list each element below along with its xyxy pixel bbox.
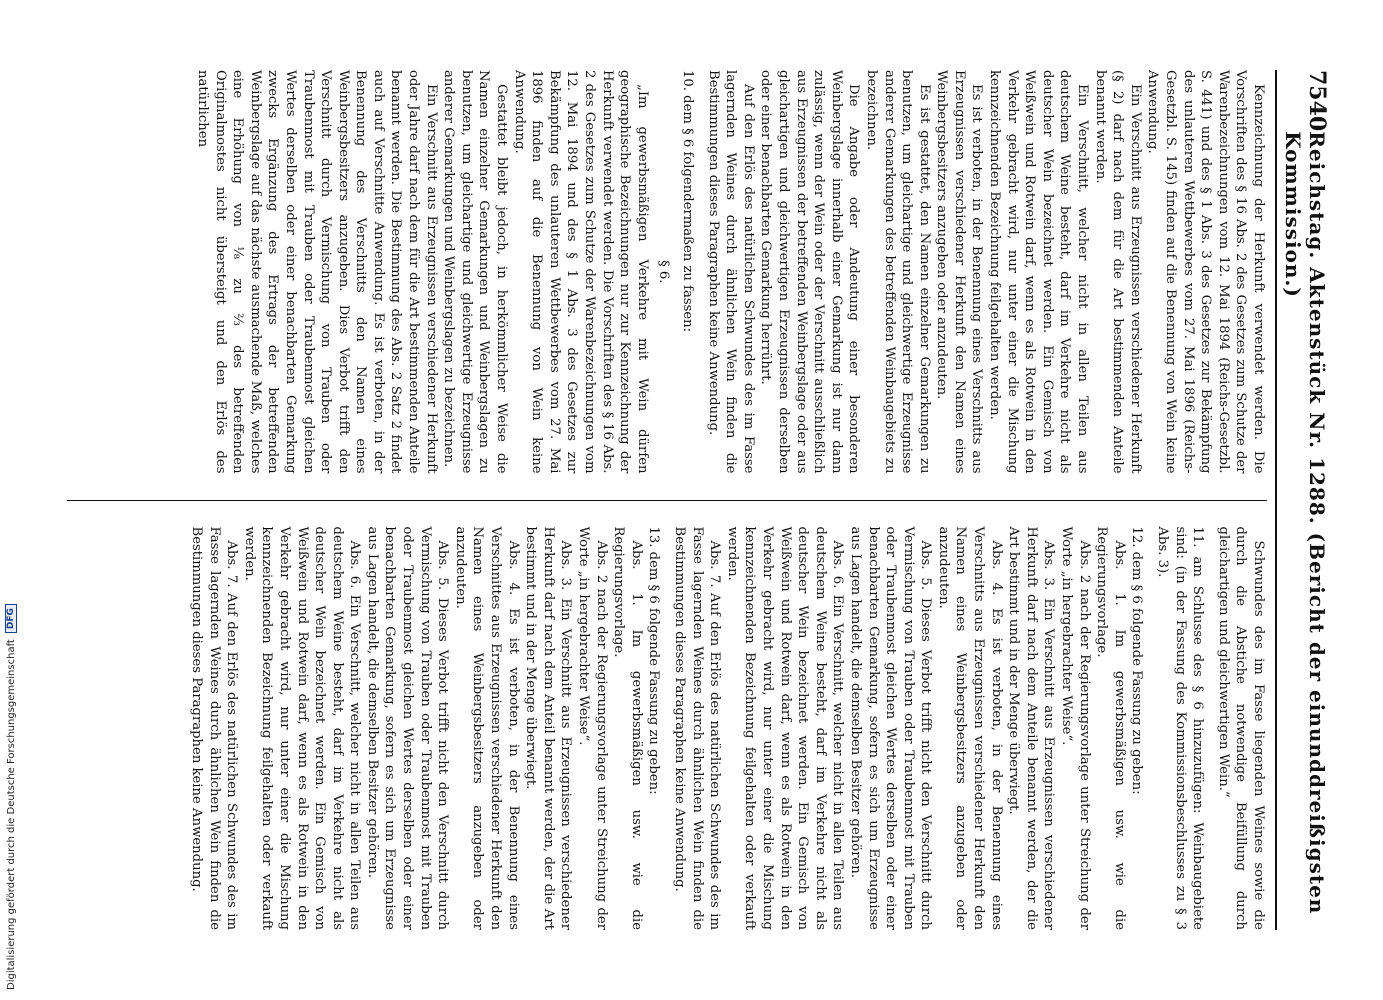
paragraph: Ein Verschnitt aus Erzeugnissen verschiedener Herkunft oder Jahre darf nach dem für die Art bestimmenden Anteile benannt werden. Die Bestimmung des Abs. 2 Satz 2 findet auch auf Verschnitte Anwendung. Es ist verboten, in der Benennung des Verschnitts den Namen eines Weinbergsbesitzers anzugeben. Dies Verbot trifft den Verschnitt durch Vermischung von Trauben oder Traubenmost mit Trauben oder Traubenmost gleichen Wertes derselben oder einer benachbarten Gemarkung zwecks Ergänzung des Ertrags der betreffenden Weinbergslage auf das nächste ausmachende Maß, welches eine Erhöhung von ⅛ zu ⅔ des betreffenden Originalmostes nicht übersteigt und den Erlös des natürlichen — [194, 70, 439, 474]
paragraph: Abs. 2 nach der Regierungsvorlage unter Streichung der Worte „in hergebrachter Weise“. — [576, 526, 609, 930]
paragraph: Abs. 6. Ein Verschnitt, welcher nicht in allen Teilen aus deutschem Weine besteht, darf im Verkehre nicht als deutscher Wein bezeichnet werden. Ein Gemisch von Weißwein und Rotwein darf, wenn es als Rotwein in den Verkehr gebracht wird, nur unter einer die Mischung kennzeichnenden Bezeichnung feilgehalten oder verkauft werden. — [241, 526, 363, 930]
item-label: 13. dem § 6 folgende Fassung zu geben: — [646, 526, 662, 795]
page-header — [1275, 70, 1330, 930]
paragraph: Es ist gestattet, den Namen einzelner Gemarkungen zu benutzen, um gleichartige und gleichwertige Erzeugnisse anderer Gemarkungen des betreffenden Weinbaugebiets zu bezeichnen. — [863, 70, 932, 474]
paragraph: Die Angabe oder Andeutung einer besonderen Weinbergslage innerhalb einer Gemarkung ist nur dann zulässig, wenn der Wein oder der Verschnitt ausschließlich aus Erzeugnissen der betreffenden Weinbergslage oder aus gleichartigen und gleichwertigen Erzeugnissen derselben oder einer benachbarten Gemarkung herrührt. — [758, 70, 862, 474]
left-column — [67, 70, 1267, 474]
page-number: 7540 — [1304, 70, 1330, 132]
dfg-logo-icon: DFG — [5, 604, 17, 633]
paragraph: Abs. 3. Ein Verschnitt aus Erzeugnissen verschiedener Herkunft darf nach dem Anteil benannt werden, der die Art bestimmt und in der Menge überwiegt. — [523, 526, 574, 930]
paragraph: Abs. 3. Ein Verschnitt aus Erzeugnissen verschiedener Herkunft darf nach dem Anteile benannt werden, der die Art bestimmt und in der Menge überwiegt. — [1006, 526, 1057, 930]
paragraph: Abs. 7. Auf den Erlös des natürlichen Schwundes des im Fasse lagernden Weines durch ähnlichen Wein finden die Bestimmungen dieses Paragraphen keine Anwendung. — [672, 526, 723, 930]
paragraph: Abs. 4. Es ist verboten, in der Benennung eines Verschnitts aus Erzeugnissen verschiedener Herkunft den Namen eines Weinbergsbesitzers anzugeben oder anzudeuten. — [935, 526, 1004, 930]
credit-text: Digitalisierung gefördert durch die Deutsche Forschungsgemeinschaft — [5, 639, 17, 990]
text-columns — [67, 70, 1267, 930]
paragraph: Abs. 5. Dieses Verbot trifft nicht den Verschnitt durch Vermischung von Trauben oder Traubenmost mit Trauben oder Traubenmost gleichen Wertes derselben oder einer benachbarten Gemarkung, sofern es sich um Erzeugnisse aus Lagen handelt, die demselben Besitzer gehören. — [847, 526, 934, 930]
paragraph: Abs. 4. Es ist verboten, in der Benennung eines Verschnittes aus Erzeugnissen verschiedener Herkunft den Namen eines Weinbergsbesitzers anzugeben oder anzudeuten. — [452, 526, 521, 930]
right-column — [67, 527, 1267, 931]
paragraph: Auf den Erlös des natürlichen Schwundes des im Fasse lagernden Weines durch ähnlichen Wein finden die Bestimmungen dieses Paragraphen keine Anwendung. — [705, 70, 756, 474]
item-label: 12. dem § 6 folgende Fassung zu geben: — [1129, 526, 1145, 795]
paragraph: Kennzeichnung der Herkunft verwendet werden. Die Vorschriften des § 16 Abs. 2 des Gesetzes zum Schutze der Warenbezeichnungen vom 12. Mai 1894 (Reichs-Gesetzbl. S. 441) und des § 1 Abs. 3 des Gesetzes zur Bekämpfung des unlauteren Wettbewerbes vom 27. Mai 1896 (Reichs-Gesetzbl. S. 145) finden auf die Benennung von Wein keine Anwendung. — [1145, 70, 1266, 474]
paragraph: Abs. 1. Im gewerbsmäßigen usw. wie die Regierungsvorlage. — [611, 526, 644, 930]
paragraph: Schwundes des im Fasse liegenden Weines sowie die durch die Abstiche notwendige Beifüllung durch gleichartigen und gleichwertigen Wein.“ — [1215, 526, 1266, 930]
paragraph: Abs. 7. Auf den Erlös des natürlichen Schwundes des im Fasse lagernden Weines durch ähnlichen Wein finden die Bestimmungen dieses Paragraphen keine Anwendung. — [188, 526, 240, 930]
page-title: Reichstag. Aktenstück Nr. 1288. (Bericht der einunddreißigsten Kommission.) — [1281, 131, 1329, 915]
paragraph: Ein Verschnitt, welcher nicht in allen Teilen aus deutschem Weine besteht, darf im Verkehre nicht als deutscher Wein bezeichnet werden. Ein Gemisch von Weißwein und Rotwein darf, wenn es als Rotwein in den Verkehr gebracht wird, nur unter einer die Mischung kennzeichnenden Bezeichnung feilgehalten werden. — [987, 70, 1091, 474]
paragraph: Abs. 5. Dieses Verbot trifft nicht den Verschnitt durch Vermischung von Trauben oder Traubenmost mit Trauben oder Traubenmost gleichen Wertes derselben oder einer benachbarten Gemarkung, sofern es sich um Erzeugnisse aus Lagen handelt, die demselben Besitzer gehören. — [364, 526, 451, 930]
paragraph: Ein Verschnitt aus Erzeugnissen verschiedener Herkunft (§ 2) darf nach dem für die Art bestimmenden Anteile benannt werden. — [1092, 70, 1143, 474]
scanned-page — [60, 70, 1330, 930]
item-label: 10. dem § 6 folgendermaßen zu fassen: — [680, 70, 695, 333]
paragraph: Abs. 6. Ein Verschnitt, welcher nicht in allen Teilen aus deutschem Weine besteht, darf im Verkehre nicht als deutscher Wein bezeichnet werden. Ein Gemisch von Weißwein und Rotwein darf, wenn es als Rotwein in den Verkehr gebracht wird, nur unter einer die Mischung kennzeichnenden Bezeichnung feilgehalten oder verkauft werden. — [724, 526, 846, 930]
paragraph: „Im gewerbsmäßigen Verkehre mit Wein dürfen geographische Bezeichnungen nur zur Kennzeichnung der Herkunft verwendet werden. Die Vorschriften des § 16 Abs. 2 des Gesetzes zum Schutze der Warenbezeichnungen vom 12. Mai 1894 und des § 1 Abs. 3 des Gesetzes zur Bekämpfung des unlauteren Wettbewerbes vom 27. Mai 1896 finden auf die Benennung von Wein keine Anwendung. — [511, 70, 650, 474]
column-divider — [67, 500, 1267, 501]
section-heading: § 6. — [656, 260, 672, 284]
paragraph: Abs. 2 nach der Regierungsvorlage unter Streichung der Worte „in hergebrachter Weise“. — [1059, 526, 1092, 930]
paragraph: Es ist verboten, in der Benennung eines Verschnitts aus Erzeugnissen verschiedener Herkunft den Namen eines Weinbergsbesitzers anzugeben oder anzudeuten. — [934, 70, 985, 474]
digitization-credit — [2, 590, 20, 990]
paragraph: Abs. 1. Im gewerbsmäßigen usw. wie die Regierungsvorlage. — [1094, 526, 1127, 930]
paragraph: 11. am Schlusse des § 6 hinzuzufügen: Weinbaugebiete sind: (in der Fassung des Kommissionsbeschlusses zu § 3 Abs. 3). — [1155, 526, 1206, 930]
paragraph: Gestattet bleibt jedoch, in herkömmlicher Weise die Namen einzelner Gemarkungen und Weinbergslagen zu benutzen, um gleichartige und gleichwertige Erzeugnisse anderer Gemarkungen und Weinbergslagen zu bezeichnen. — [441, 70, 510, 474]
